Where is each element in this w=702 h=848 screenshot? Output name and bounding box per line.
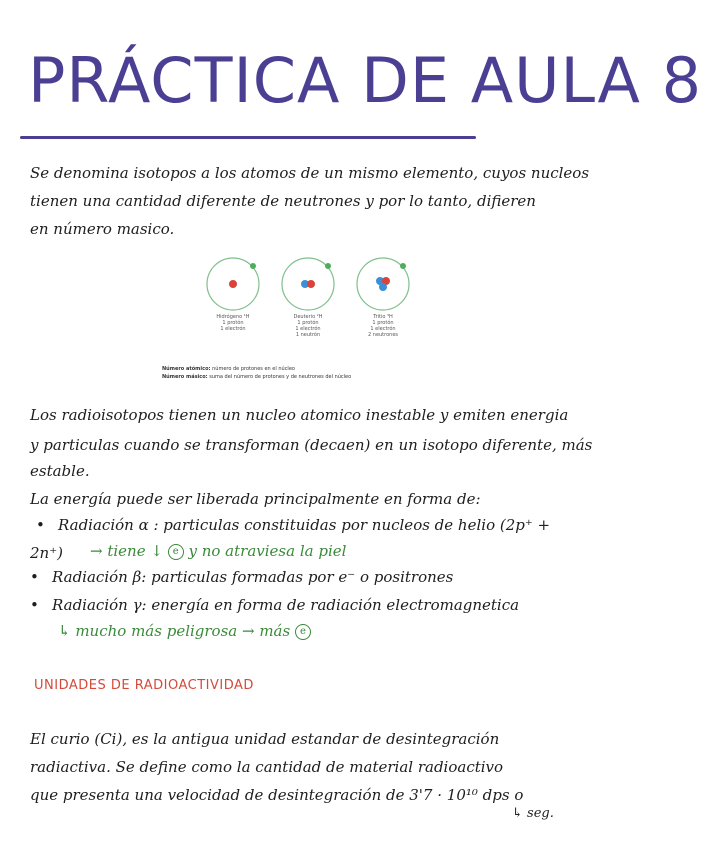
electron-circle-icon: e xyxy=(168,544,184,560)
alpha-note-b: y no atraviesa la piel xyxy=(188,542,347,560)
bullet-dot-beta: • xyxy=(30,568,39,586)
alpha-note xyxy=(90,542,346,560)
bullet-dot-gamma: • xyxy=(30,596,39,614)
gamma-note xyxy=(58,622,311,640)
deuterium-proton: 1 protón xyxy=(297,320,319,326)
gamma-note-a: ↳ mucho más peligrosa → más xyxy=(58,622,291,640)
page-title: PRÁCTICA DE AULA 8 xyxy=(28,44,702,117)
title-underline xyxy=(20,136,476,139)
hydrogen-name: Hidrógeno ¹H xyxy=(216,314,250,320)
atom-hydrogen xyxy=(198,254,268,332)
radio-line-4: La energía puede ser liberada principalmente en forma de: xyxy=(30,490,481,508)
intro-line-2: tienen una cantidad diferente de neutrones y por lo tanto, difieren xyxy=(30,192,536,210)
hydrogen-proton: 1 protón xyxy=(222,320,244,326)
curie-line-2: radiactiva. Se define como la cantidad de material radioactivo xyxy=(30,758,504,776)
curie-line-4: ↳ seg. xyxy=(512,806,554,821)
caption-atomic-text: número de protones en el núcleo xyxy=(210,366,295,372)
radio-line-1: Los radioisotopos tienen un nucleo atomico inestable y emiten energia xyxy=(30,406,569,424)
hydrogen-atom-icon xyxy=(203,254,263,314)
deuterium-name: Deuterio ²H xyxy=(293,314,323,320)
hydrogen-electron: 1 electrón xyxy=(220,326,246,332)
curie-line-3: que presenta una velocidad de desintegración de 3'7 · 10¹⁰ dps o xyxy=(30,786,524,804)
electron-circle-icon: e xyxy=(295,624,311,640)
intro-line-1: Se denomina isotopos a los atomos de un mismo elemento, cuyos nucleos xyxy=(30,164,590,182)
deuterium-atom-icon xyxy=(278,254,338,314)
tritium-atom-icon xyxy=(353,254,413,314)
tritium-name: Tritio ³H xyxy=(373,314,393,320)
tritium-neutron: 2 neutrones xyxy=(368,332,398,338)
tritium-proton: 1 protón xyxy=(372,320,394,326)
gamma-line: Radiación γ: energía en forma de radiación electromagnetica xyxy=(52,596,520,614)
intro-line-3: en número masico. xyxy=(30,220,175,238)
caption-mass-text: suma del número de protones y de neutrones del núcleo xyxy=(207,374,352,380)
bullet-dot-alpha: • xyxy=(36,516,45,534)
tritium-electron: 1 electrón xyxy=(370,326,396,332)
section-heading: UNIDADES DE RADIOACTIVIDAD xyxy=(34,678,254,693)
deuterium-electron: 1 electrón xyxy=(295,326,321,332)
atom-deuterium xyxy=(273,254,343,338)
beta-line: Radiación β: particulas formadas por e⁻ o positrones xyxy=(52,568,454,586)
deuterium-neutron: 1 neutrón xyxy=(295,332,321,338)
radio-line-2: y particulas cuando se transforman (decaen) en un isotopo diferente, más xyxy=(30,436,593,454)
alpha-line-1: Radiación α : particulas constituidas por nucleos de helio (2p⁺ + xyxy=(58,516,551,534)
caption-atomic-label: Número atómico: xyxy=(162,366,211,372)
isotopes-figure xyxy=(158,244,418,386)
caption-mass-label: Número másico: xyxy=(162,374,208,380)
radio-line-3: estable. xyxy=(30,462,90,480)
curie-line-1: El curio (Ci), es la antigua unidad estandar de desintegración xyxy=(30,730,500,748)
caption-atomic-number xyxy=(162,366,295,372)
alpha-line-2: 2n⁺) xyxy=(30,544,63,562)
alpha-note-a: → tiene ↓ xyxy=(90,542,163,560)
atom-tritium xyxy=(348,254,418,338)
caption-mass-number xyxy=(162,374,351,380)
